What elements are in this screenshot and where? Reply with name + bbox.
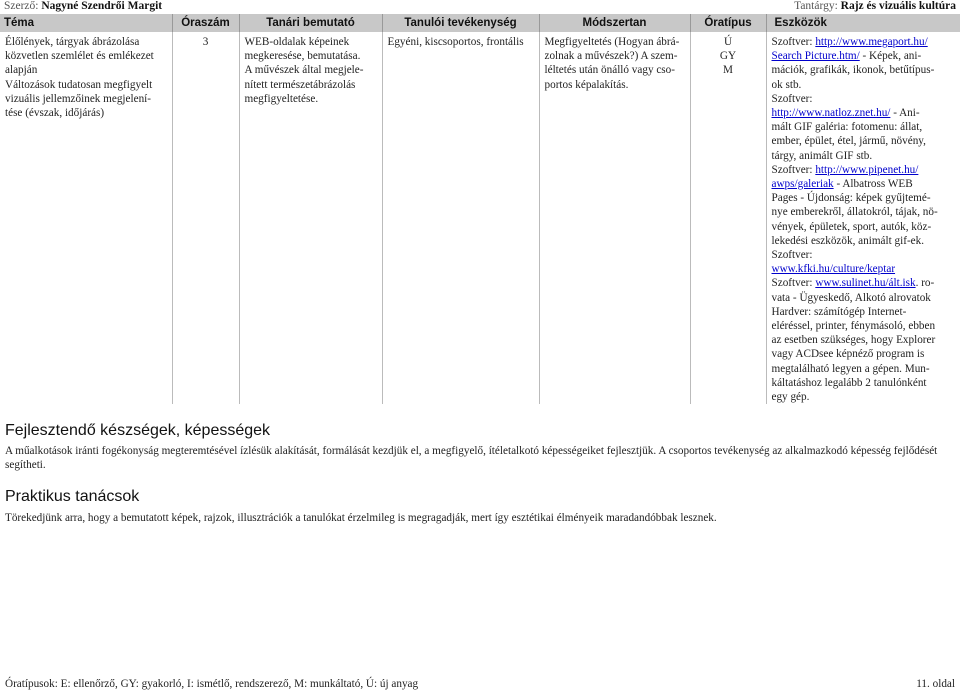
column-header-oraszam: Óraszám	[172, 14, 239, 32]
page-footer	[5, 678, 955, 690]
cell-modszertan: Megfigyeltetés (Hogyan ábrá- zolnak a művészek?) A szem- léltetés után önálló vagy cso- portos képalakítás.	[539, 32, 690, 404]
kfki-keptar-link[interactable]: www.kfki.hu/culture/keptar	[771, 263, 896, 276]
cell-oraszam: 3	[172, 32, 239, 404]
skills-heading: Fejlesztendő készségek, képességek	[5, 422, 271, 439]
megaport-link[interactable]: http://www.megaport.hu/	[815, 36, 928, 48]
tips-text: Törekedjünk arra, hogy a bemutatott képek, rajzok, illusztrációk a tanulókat érzelmileg is megragadják, mert így esztétikai élményeik maradandóbbak lesznek.	[5, 512, 717, 524]
search-picture-link[interactable]: Search Picture.htm/	[771, 50, 860, 63]
galeriak-link[interactable]: awps/galeriak	[771, 178, 834, 191]
sulinet-link[interactable]: www.sulinet.hu/ált.isk	[815, 277, 916, 290]
subject-name: Rajz és vizuális kultúra	[840, 0, 956, 12]
page-number: 11. oldal	[916, 678, 955, 690]
skills-text: A műalkotások iránti fogékonyság megteremtésével ízlésük alakítását, formálását kezdjük el, a megfigyelő, ítéletalkotó képességeiket fejlesztjük. A csoportos tevékenység az alkalmazkodó képesség fejlődését segítheti.	[5, 445, 938, 472]
cell-tanuloi: Egyéni, kiscsoportos, frontális	[382, 32, 539, 404]
tips-heading: Praktikus tanácsok	[5, 488, 140, 505]
table-header-row	[0, 14, 960, 32]
lesson-plan-table	[0, 14, 960, 404]
column-header-tema: Téma	[0, 14, 172, 32]
author-line: Szerző: Nagyné Szendrői Margit	[4, 0, 163, 12]
cell-tema: Élőlények, tárgyak ábrázolása közvetlen szemlélet és emlékezet alapján Változások tudatosan megfigyelt vizuális jellemzőinek megjelení- tése (évszak, időjárás)	[0, 32, 172, 404]
column-header-eszkozok: Eszközök	[766, 14, 960, 32]
column-header-tanari: Tanári bemutató	[239, 14, 382, 32]
cell-oratipus: Ú GY M	[690, 32, 766, 404]
page-header	[0, 0, 960, 14]
cell-tanari: WEB-oldalak képeinek megkeresése, bemutatása. A művészek által megjele- nített természetábrázolás megfigyeltetése.	[239, 32, 382, 404]
pipenet-link[interactable]: http://www.pipenet.hu/	[815, 163, 919, 176]
column-header-modszertan: Módszertan	[539, 14, 690, 32]
lesson-type-legend: Óratípusok: E: ellenőrző, GY: gyakorló, I: ismétlő, rendszerező, M: munkáltató, Ú: új anyag	[5, 678, 419, 690]
column-header-oratipus: Óratípus	[690, 14, 766, 32]
column-header-tanuloi: Tanulói tevékenység	[382, 14, 539, 32]
table-row	[0, 32, 960, 404]
subject-line: Tantárgy: Rajz és vizuális kultúra	[794, 0, 956, 12]
cell-eszkozok: Szoftver: http://www.megaport.hu/ Search Picture.htm/ - Képek, ani- mációk, grafikák, ikonok, betűtípus- ok stb. Szoftver: http://www.natloz.znet.hu/ - Ani- mált GIF galéria: fotomenu: állat, ember, épület, étel, jármű, növény, tárgy, animált GIF stb. Szoftver: http://www.pipenet.hu/ awps/galeriak - Albatross WEB Pages - Újdonság: képek gyűjtemé- nye emberekről, állatokról, tájak, nö- vények, épületek, sport, autók, köz- lekedési eszközök, animált gif-ek. Szoftver: www.kfki.hu/culture/keptar Szoftver: www.sulinet.hu/ált.isk. ro- vata - Ügyeskedő, Alkotó alrovatok Hardver: számítógép Internet- eléréssel, printer, fénymásoló, ebben az esetben szükséges, hogy Explorer vagy ACDsee képnéző program is megtalálható legyen a gépen. Mun- káltatáshoz legalább 2 tanulónként egy gép.	[771, 36, 938, 404]
author-name: Nagyné Szendrői Margit	[41, 0, 163, 12]
natloz-link[interactable]: http://www.natloz.znet.hu/	[771, 107, 891, 120]
